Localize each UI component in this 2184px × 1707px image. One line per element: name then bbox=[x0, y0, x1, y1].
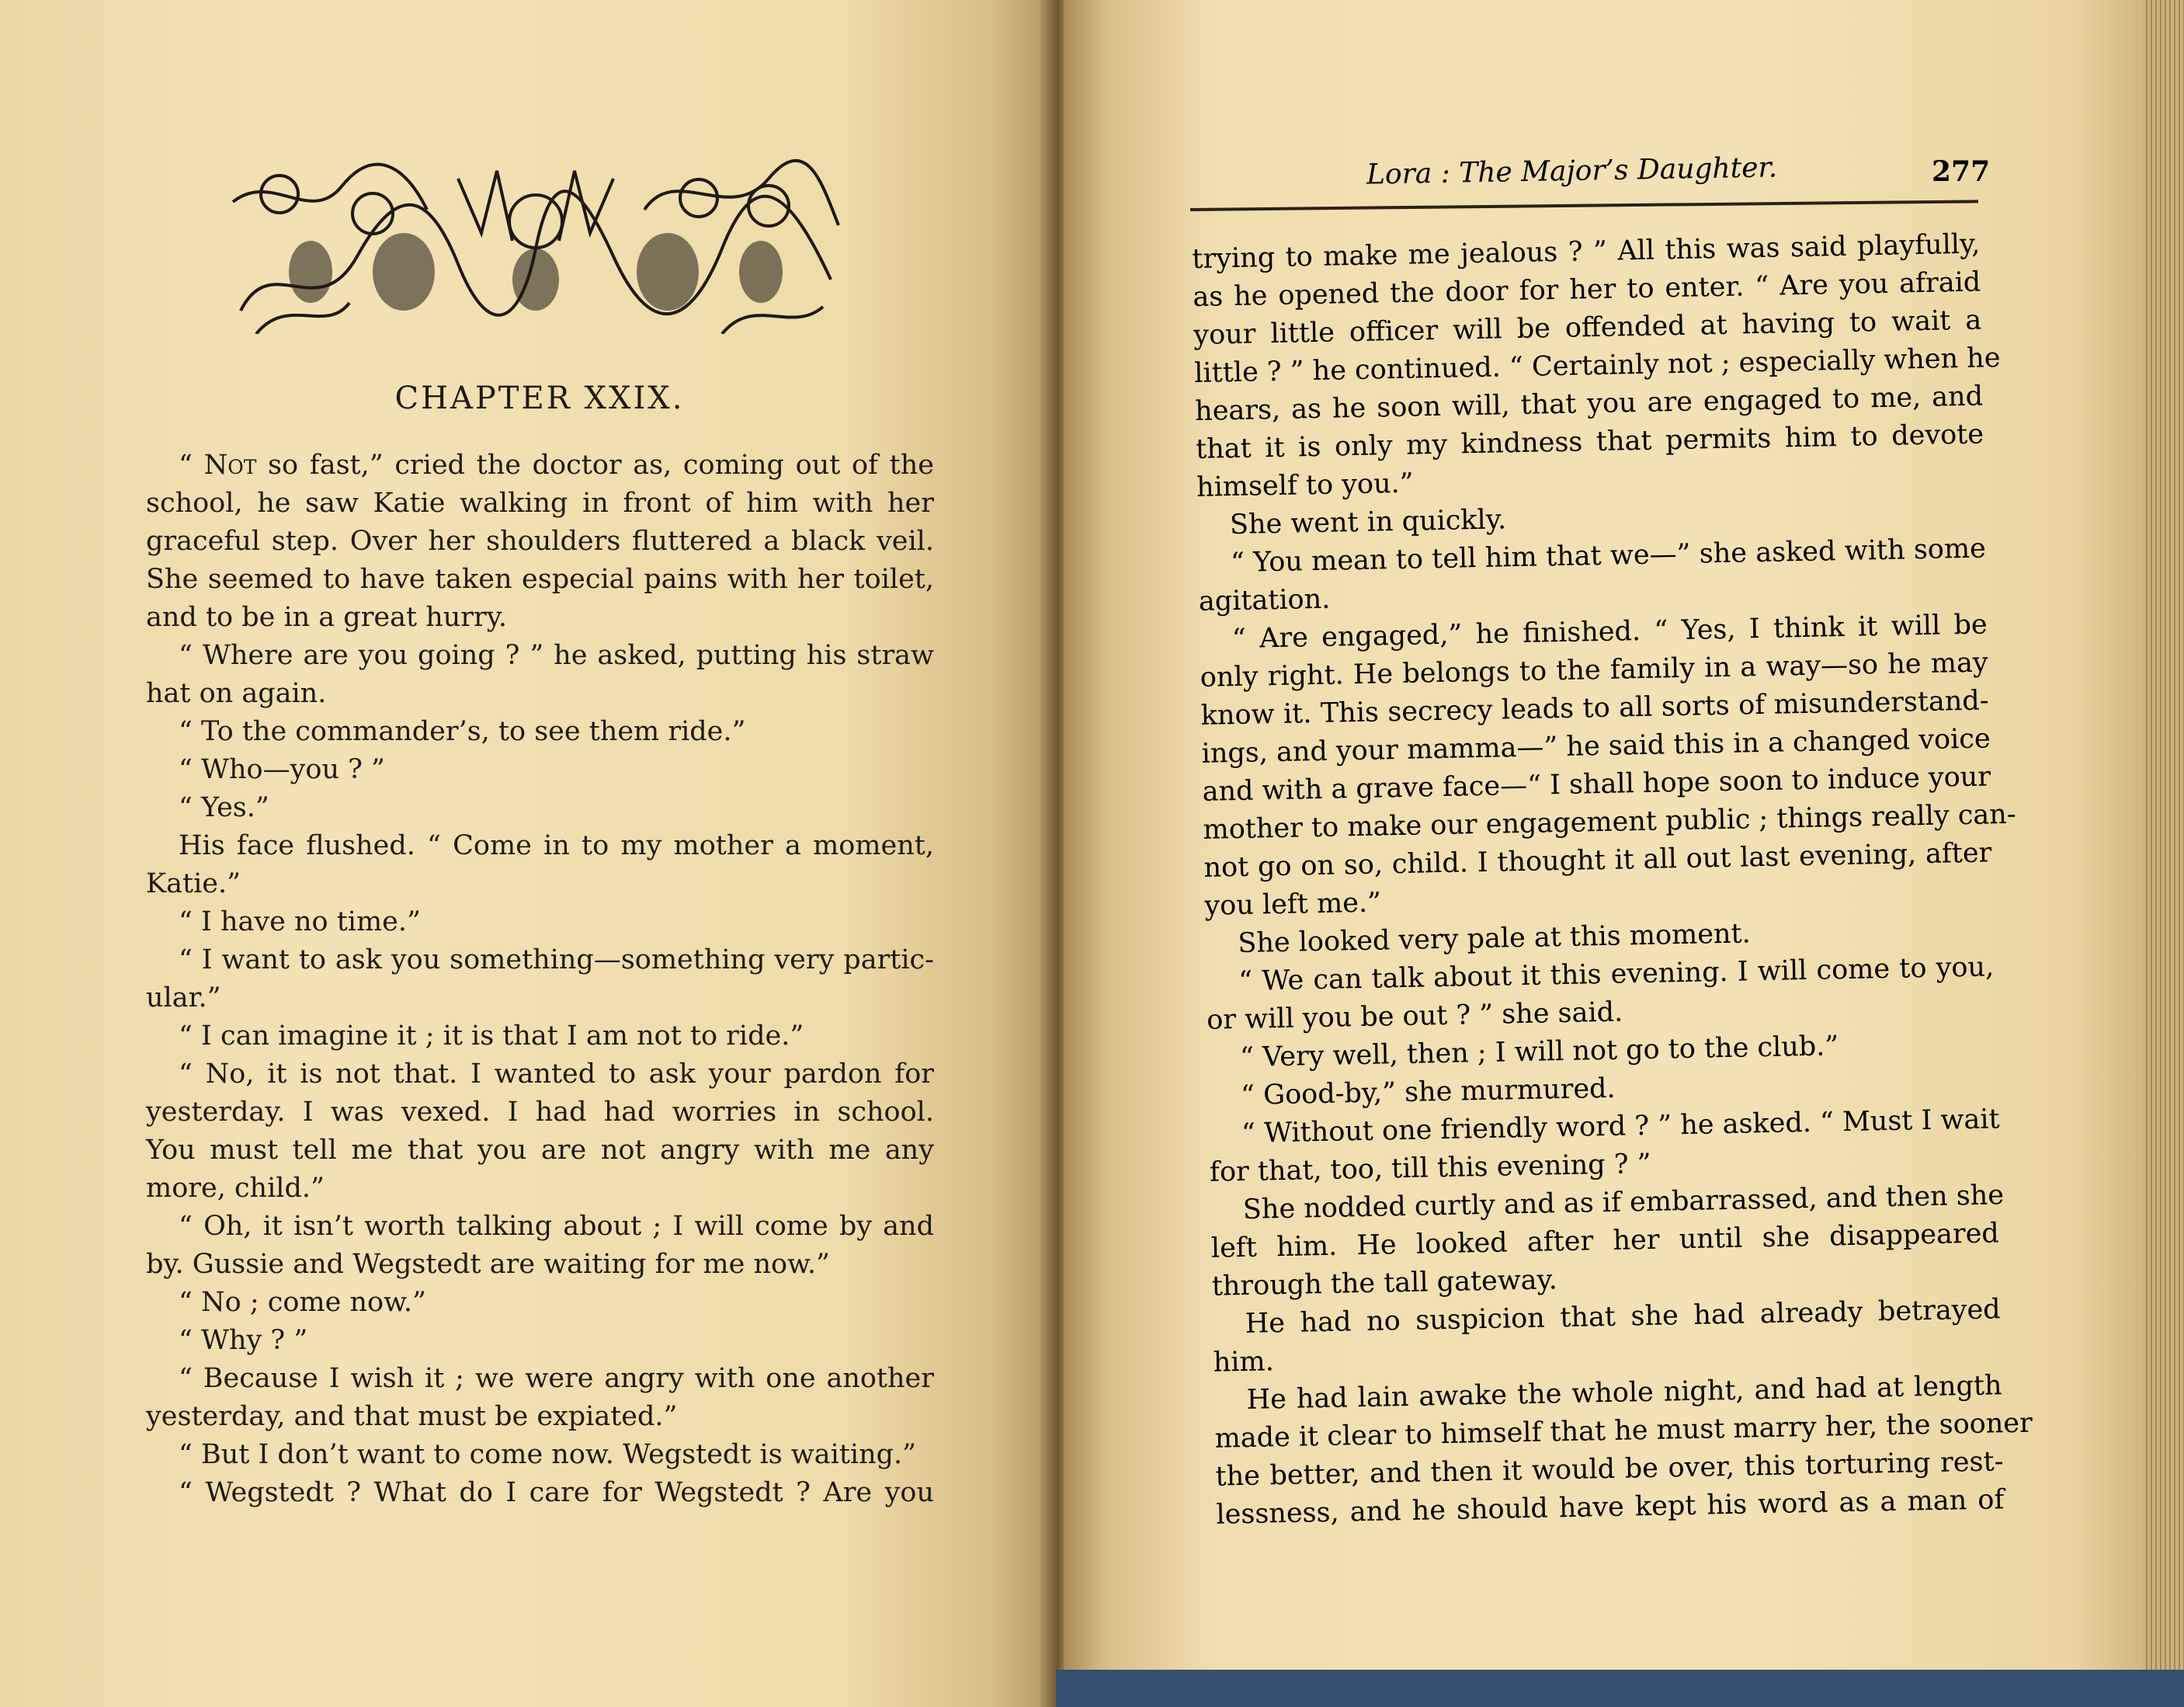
right-text-column bbox=[1192, 226, 2033, 1535]
text-line: school, he saw Katie walking in front of him with her bbox=[146, 488, 934, 519]
text-line: “ I can imagine it ; it is that I am not to ride.” bbox=[179, 1020, 804, 1052]
text-line: trying to make me jealous ? ” All this was said playfully, bbox=[1192, 228, 1981, 275]
text-line: “ Yes.” bbox=[179, 792, 269, 823]
text-line: “ Without one friendly word ? ” he asked. “ Must I wait bbox=[1241, 1104, 2000, 1149]
text-line: himself to you.” bbox=[1196, 468, 1414, 503]
text-line: “ You mean to tell him that we—” she asked with some bbox=[1230, 533, 1987, 579]
text-line: hat on again. bbox=[146, 678, 327, 709]
text-line: “ Are engaged,” he finished. “ Yes, I think it will be bbox=[1231, 609, 1988, 655]
text-line: your little officer will be offended at having to wait a bbox=[1193, 304, 1982, 351]
text-line: yesterday, and that must be expiated.” bbox=[146, 1401, 678, 1432]
text-line: “ Where are you going ? ” he asked, putting his straw bbox=[179, 640, 934, 671]
page-number: 277 bbox=[1932, 155, 1991, 188]
text-line: “ We can talk about it this evening. I will come to you, bbox=[1238, 951, 1995, 998]
book-cover-edge bbox=[1056, 1670, 2184, 1707]
text-line: “ No ; come now.” bbox=[179, 1287, 426, 1318]
text-line: “ Very well, then ; I will not go to the club.” bbox=[1239, 1031, 1839, 1073]
text-line: “ No, it is not that. I wanted to ask your pardon for bbox=[179, 1059, 934, 1090]
text-line: little ? ” he continued. “ Certainly not ; especially when he bbox=[1193, 342, 2001, 389]
text-line: “ But I don’t want to come now. Wegstedt is waiting.” bbox=[179, 1439, 917, 1470]
text-line: “ Who—you ? ” bbox=[179, 754, 385, 785]
text-line: She went in quickly. bbox=[1229, 504, 1507, 541]
text-line: or will you be out ? ” she said. bbox=[1206, 996, 1623, 1036]
text-line: “ Because I wish it ; we were angry with one another bbox=[179, 1363, 934, 1394]
text-line: “ To the commander’s, to see them ride.” bbox=[179, 716, 746, 747]
page-edges bbox=[2143, 0, 2184, 1707]
text-line: and with a grave face—“ I shall hope soon to induce your bbox=[1202, 761, 1991, 808]
text-line: agitation. bbox=[1198, 583, 1331, 617]
text-line: not go on so, child. I thought it all out last evening, after bbox=[1203, 837, 1992, 884]
text-line: “ I want to ask you something—something very partic- bbox=[179, 944, 934, 975]
text-line: She seemed to have taken especial pains with her toilet, bbox=[146, 564, 934, 595]
running-head: Lora : The Major’s Daughter. bbox=[1366, 151, 1778, 191]
text-line: as he opened the door for her to enter. “ Are you afraid bbox=[1193, 266, 1981, 313]
text-line: yesterday. I was vexed. I had had worries in school. bbox=[146, 1097, 934, 1128]
text-line: You must tell me that you are not angry with me any bbox=[146, 1135, 934, 1166]
chapter-headpiece-ornament bbox=[225, 155, 846, 334]
text-line: the better, and then it would be over, this torturing rest- bbox=[1215, 1446, 2004, 1493]
text-line: “ Not so fast,” cried the doctor as, coming out of the bbox=[179, 450, 934, 481]
text-line: ular.” bbox=[146, 982, 221, 1013]
text-line: She looked very pale at this moment. bbox=[1238, 918, 1752, 960]
text-line: mother to make our engagement public ; things really can- bbox=[1203, 798, 2016, 846]
text-line: only right. He belongs to the family in a way—so he may bbox=[1200, 647, 1989, 694]
left-page bbox=[0, 0, 1056, 1707]
text-line: She nodded curtly and as if embarrassed, and then she bbox=[1242, 1180, 2005, 1225]
text-line: “ Good-by,” she murmured. bbox=[1240, 1073, 1616, 1111]
text-line: “ Wegstedt ? What do I care for Wegstedt ? Are you bbox=[179, 1477, 934, 1508]
text-line: for that, too, till this evening ? ” bbox=[1209, 1148, 1651, 1188]
text-line: by. Gussie and Wegstedt are waiting for me now.” bbox=[146, 1249, 830, 1280]
text-line: ings, and your mamma—” he said this in a changed voice bbox=[1201, 723, 1991, 770]
text-line: He had no suspicion that she had already betrayed bbox=[1245, 1294, 2001, 1340]
text-line: He had lain awake the whole night, and had at length bbox=[1246, 1370, 2002, 1416]
text-line: “ Why ? ” bbox=[179, 1325, 308, 1356]
left-text-column bbox=[146, 447, 934, 1512]
text-line: that it is only my kindness that permits him to devote bbox=[1195, 419, 1984, 465]
text-line: His face flushed. “ Come in to my mother a moment, bbox=[179, 830, 934, 861]
text-line: know it. This secrecy leads to all sorts of misunderstand- bbox=[1200, 685, 1989, 732]
text-line: “ Oh, it isn’t worth talking about ; I will come by and bbox=[179, 1211, 934, 1242]
text-line: and to be in a great hurry. bbox=[146, 602, 507, 633]
text-line: Katie.” bbox=[146, 868, 241, 899]
text-line: you left me.” bbox=[1204, 887, 1382, 922]
chapter-title: CHAPTER XXIX. bbox=[394, 381, 685, 416]
text-line: lessness, and he should have kept his word as a man of bbox=[1216, 1484, 2005, 1531]
text-line: “ I have no time.” bbox=[179, 906, 421, 937]
text-line: made it clear to himself that he must marry her, the sooner bbox=[1214, 1407, 2033, 1455]
text-line: him. bbox=[1213, 1346, 1275, 1378]
text-line: through the tall gateway. bbox=[1211, 1264, 1558, 1302]
text-line: graceful step. Over her shoulders fluttered a black veil. bbox=[146, 526, 934, 557]
text-line: left him. He looked after her until she disappeared bbox=[1210, 1218, 2000, 1264]
text-line: more, child.” bbox=[146, 1173, 325, 1204]
text-line: hears, as he soon will, that you are engaged to me, and bbox=[1194, 381, 1984, 427]
